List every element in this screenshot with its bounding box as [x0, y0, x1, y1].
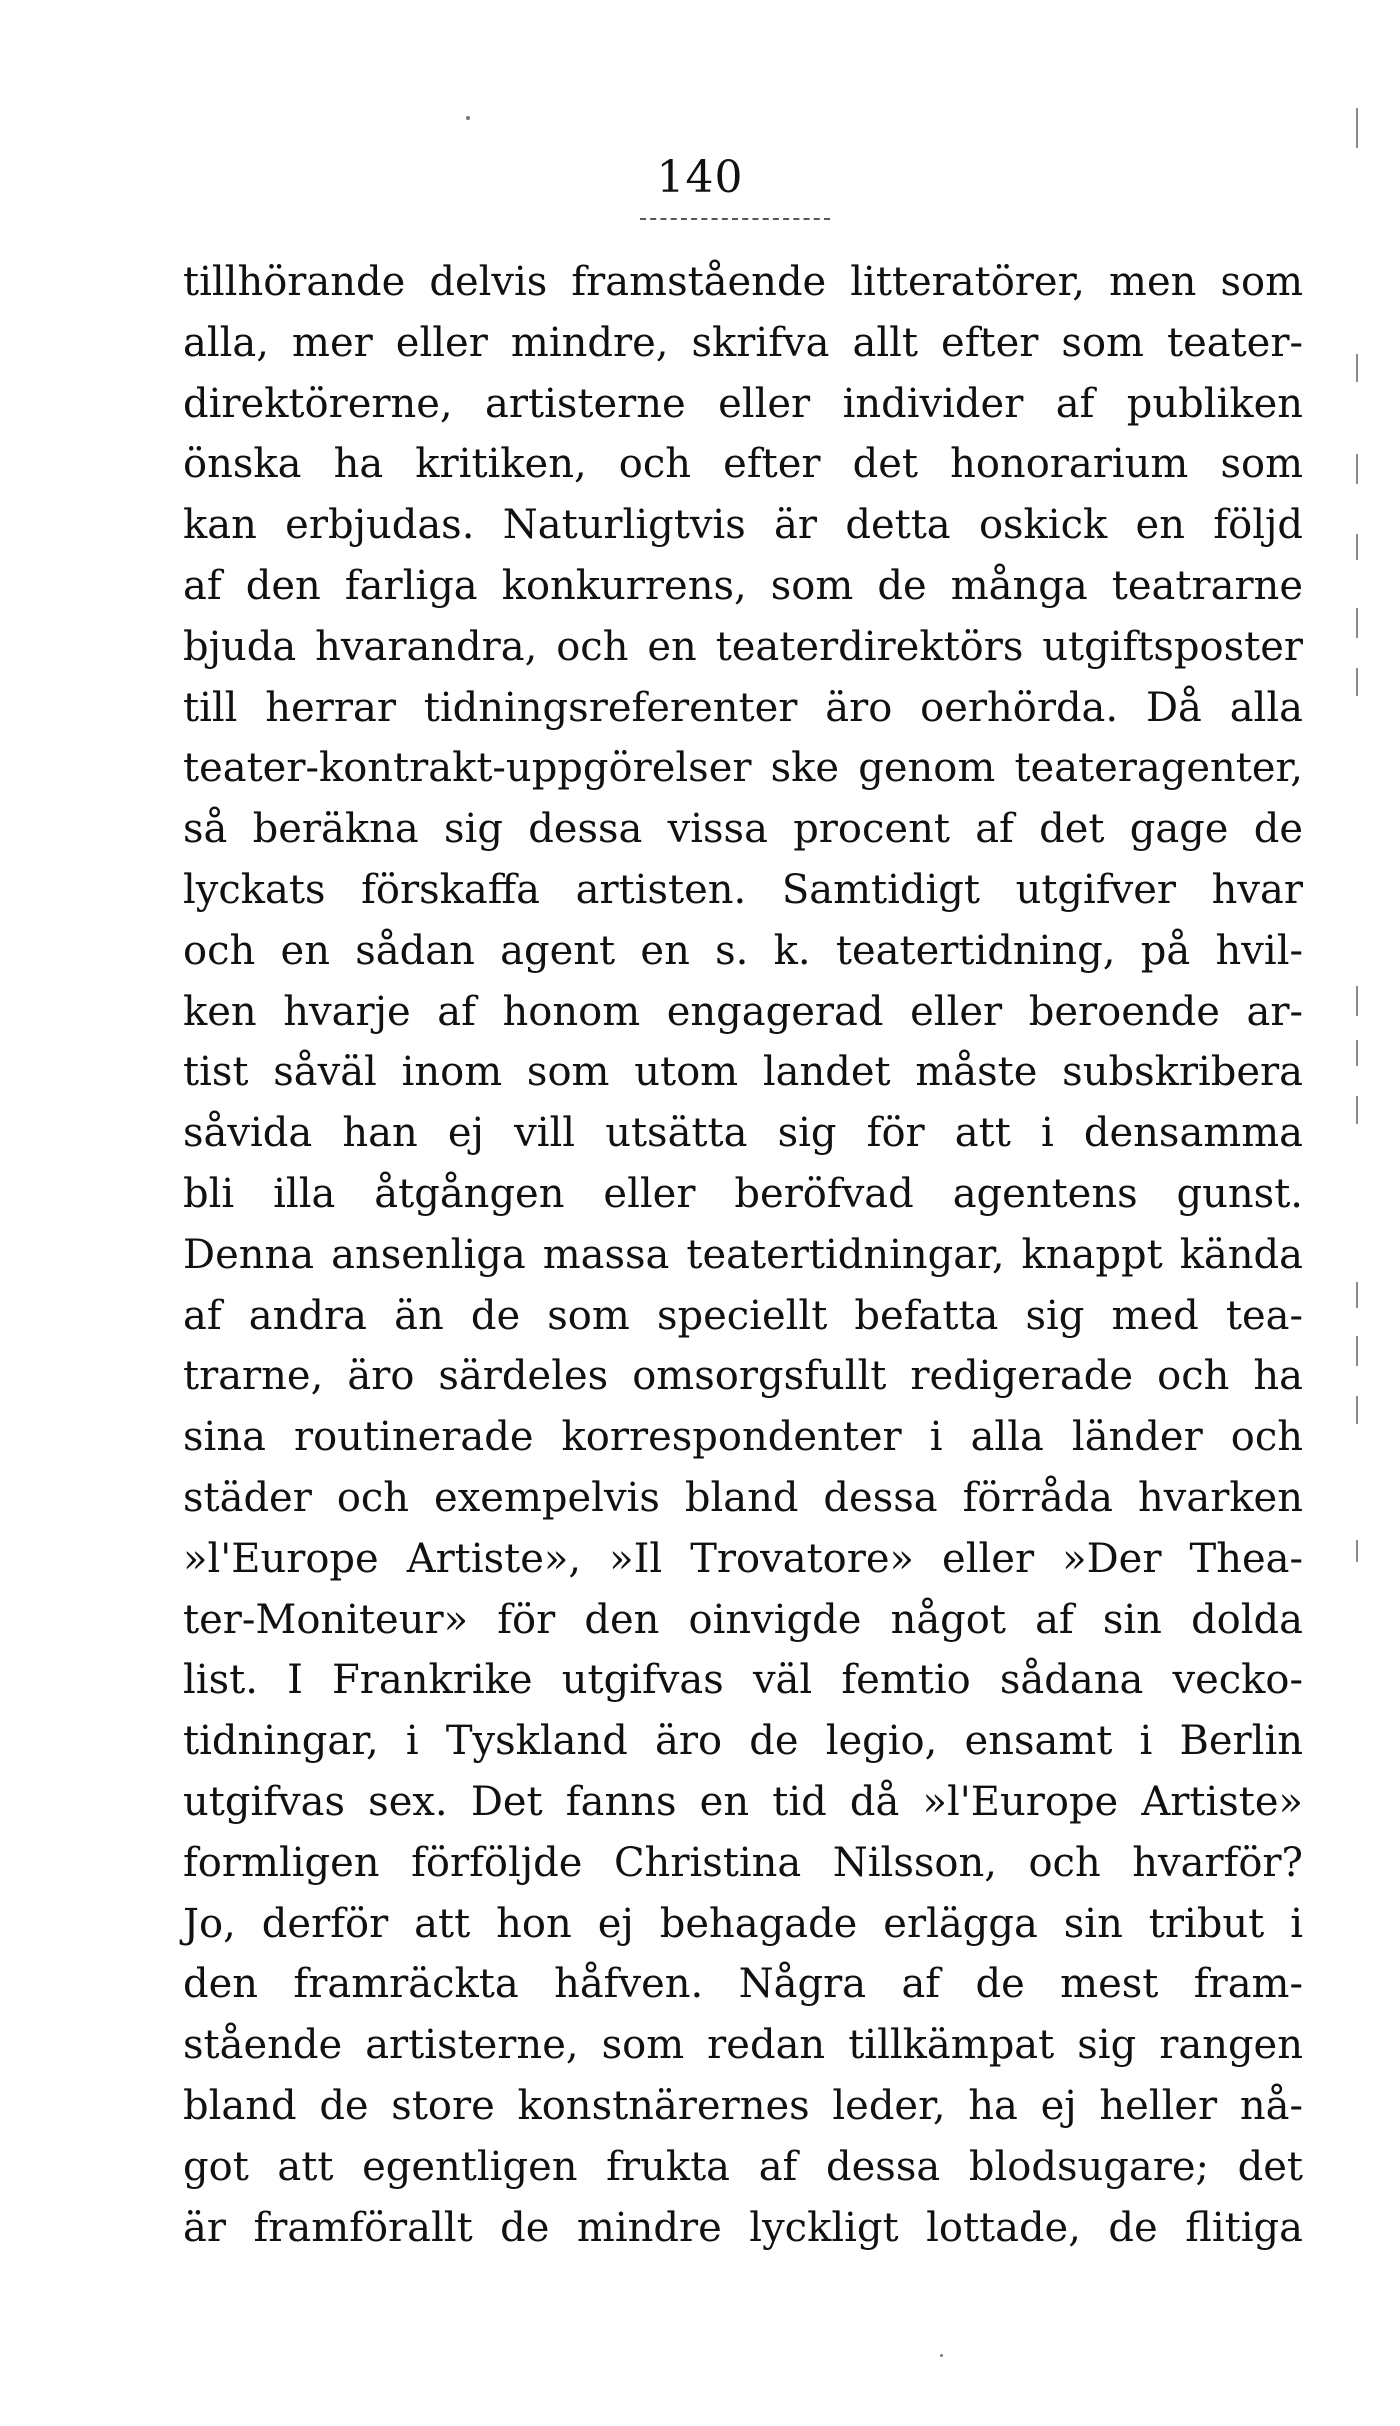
margin-mark — [1356, 354, 1358, 382]
text-line: direktörerne, artisterne eller individer af publiken — [183, 380, 1303, 427]
text-line: så beräkna sig dessa vissa procent af det gage de — [183, 806, 1303, 853]
body-text — [183, 252, 1303, 2258]
margin-mark — [1356, 108, 1358, 148]
scan-speck — [466, 116, 470, 120]
text-line: ter-Moniteur» för den oinvigde något af sin dolda — [183, 1596, 1303, 1643]
text-line: utgifvas sex. Det fanns en tid då »l'Europe Artiste» — [183, 1778, 1303, 1825]
margin-mark — [1356, 454, 1358, 484]
text-line: list. I Frankrike utgifvas väl femtio sådana vecko- — [183, 1657, 1303, 1704]
text-line: till herrar tidningsreferenter äro oerhörda. Då alla — [183, 684, 1303, 731]
text-line: teater-kontrakt-uppgörelser ske genom teateragenter, — [183, 745, 1303, 792]
text-line: den framräckta håfven. Några af de mest fram- — [183, 1961, 1303, 2008]
text-line: ken hvarje af honom engagerad eller beroende ar- — [183, 988, 1303, 1035]
margin-mark — [1356, 534, 1358, 560]
text-line: tillhörande delvis framstående litteratörer, men som — [183, 259, 1303, 305]
text-line: städer och exempelvis bland dessa förråda hvarken — [183, 1474, 1303, 1521]
text-line: af andra än de som speciellt befatta sig med tea- — [183, 1292, 1303, 1339]
margin-mark — [1356, 1282, 1358, 1308]
text-line: formligen förföljde Christina Nilsson, och hvarför? — [183, 1839, 1303, 1886]
margin-mark — [1356, 1040, 1358, 1066]
text-line: tist såväl inom som utom landet måste subskribera — [183, 1049, 1303, 1096]
text-line: af den farliga konkurrens, som de många teatrarne — [183, 562, 1303, 609]
text-line: trarne, äro särdeles omsorgsfullt redigerade och ha — [183, 1353, 1303, 1400]
page-number-rule — [640, 218, 830, 220]
margin-mark — [1356, 608, 1358, 638]
text-line: Jo, derför att hon ej behagade erlägga sin tribut i — [183, 1900, 1303, 1947]
text-line: tidningar, i Tyskland äro de legio, ensamt i Berlin — [183, 1718, 1303, 1765]
text-line: är framförallt de mindre lyckligt lottade, de flitiga — [183, 2204, 1303, 2251]
text-line: alla, mer eller mindre, skrifva allt efter som teater- — [183, 319, 1303, 366]
text-line: bjuda hvarandra, och en teaterdirektörs utgiftsposter — [183, 623, 1303, 670]
margin-mark — [1356, 1540, 1358, 1562]
scan-speck — [940, 2354, 943, 2357]
text-line: bland de store konstnärernes leder, ha ej heller nå- — [183, 2082, 1303, 2129]
margin-mark — [1356, 1336, 1358, 1366]
text-line: Denna ansenliga massa teatertidningar, knappt kända — [183, 1231, 1303, 1278]
margin-mark — [1356, 1396, 1358, 1424]
margin-mark — [1356, 668, 1358, 696]
text-line: önska ha kritiken, och efter det honorarium som — [183, 441, 1303, 488]
text-line: got att egentligen frukta af dessa blodsugare; det — [183, 2143, 1303, 2190]
text-line: »l'Europe Artiste», »Il Trovatore» eller »Der Thea- — [183, 1535, 1303, 1582]
text-line: lyckats förskaffa artisten. Samtidigt utgifver hvar — [183, 866, 1303, 913]
text-line: bli illa åtgången eller beröfvad agentens gunst. — [183, 1170, 1303, 1217]
page-number: 140 — [656, 152, 744, 203]
margin-mark — [1356, 986, 1358, 1016]
text-line: och en sådan agent en s. k. teatertidning, på hvil- — [183, 927, 1303, 974]
text-line: stående artisterne, som redan tillkämpat sig rangen — [183, 2022, 1303, 2069]
text-line: såvida han ej vill utsätta sig för att i densamma — [183, 1110, 1303, 1157]
text-line: sina routinerade korrespondenter i alla länder och — [183, 1414, 1303, 1461]
text-line: kan erbjudas. Naturligtvis är detta oskick en följd — [183, 502, 1303, 549]
margin-mark — [1356, 1096, 1358, 1124]
